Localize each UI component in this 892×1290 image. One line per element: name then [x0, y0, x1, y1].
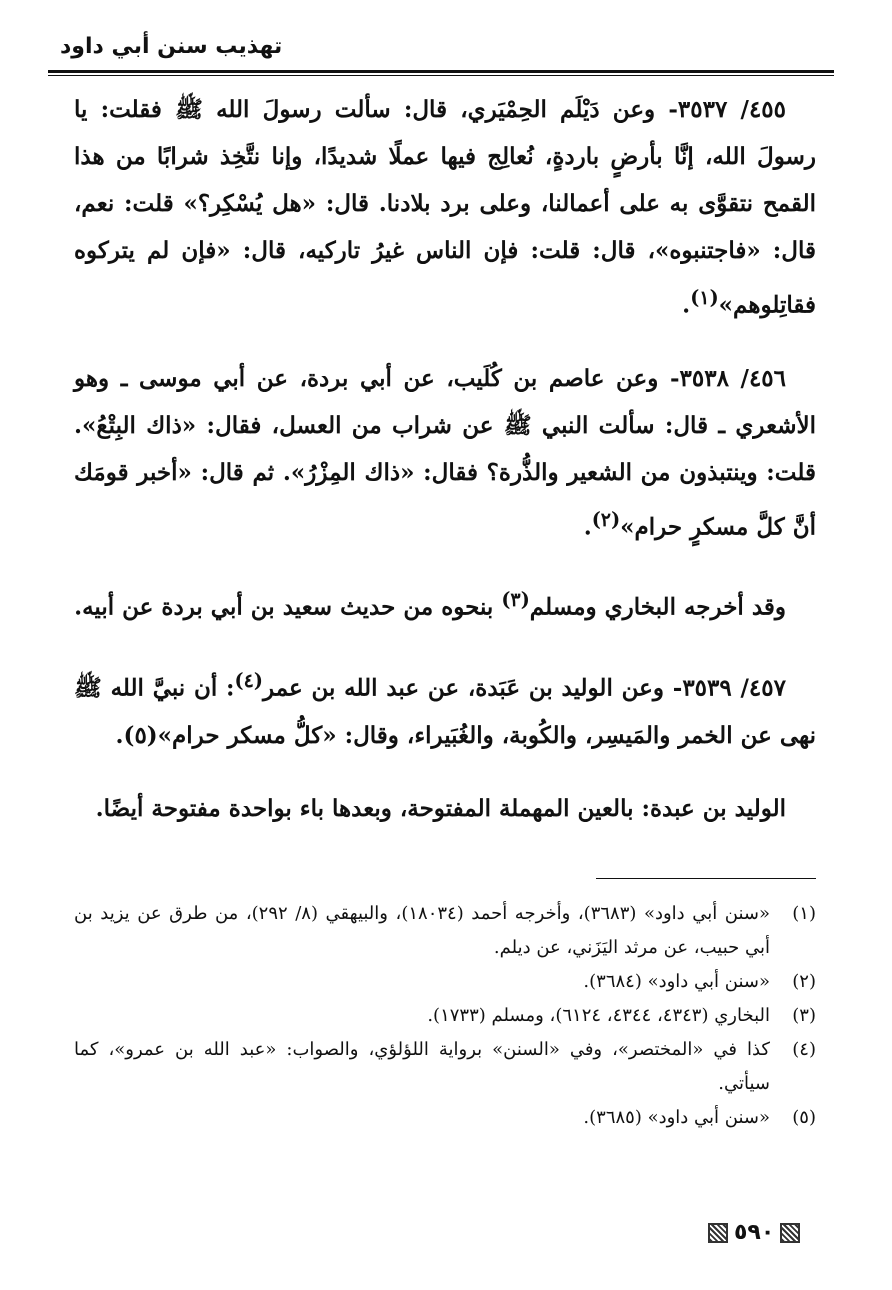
commentary-text: وقد أخرجه البخاري ومسلم — [529, 593, 786, 621]
footnote-text: «سنن أبي داود» (٣٦٨٥). — [583, 1107, 770, 1128]
commentary-text-end: بنحوه من حديث سعيد بن أبي بردة عن أبيه. — [74, 593, 502, 621]
hadith-paragraph — [74, 355, 816, 551]
hadith-text: وعن عاصم بن كُلَيب، عن أبي بردة، عن أبي موسى ـ وهو الأشعري ـ قال: سألت النبي ﷺ عن شراب من العسل، فقال: «ذاك البِتْعُ». قلت: وينتبذون من الشعير والذُّرة؟ فقال: «ذاك المِزْرُ». ثم قال: «أخبر قومَك أنَّ كلَّ مسكرٍ حرام» — [74, 364, 816, 541]
footnote-item — [74, 897, 816, 965]
ornament-icon — [708, 1223, 728, 1243]
footnote-number: (٤) — [792, 1039, 816, 1060]
hadith-text-end: . — [583, 513, 592, 541]
footnote-separator — [596, 878, 816, 879]
commentary-text: الوليد بن عبدة: بالعين المهملة المفتوحة، وبعدها باء بواحدة مفتوحة أيضًا. — [95, 794, 786, 822]
commentary-paragraph — [74, 785, 816, 832]
footnote-number: (١) — [792, 903, 816, 924]
footnote-text: «سنن أبي داود» (٣٦٨٤). — [583, 971, 770, 992]
page-number-text: ٥٩٠ — [734, 1220, 775, 1245]
running-header-title: تهذيب سنن أبي داود — [60, 34, 283, 59]
hadith-text: وعن الوليد بن عَبَدة، عن عبد الله بن عمر — [263, 674, 664, 702]
hadith-text: وعن دَيْلَم الحِمْيَري، قال: سألت رسولَ الله ﷺ فقلت: يا رسولَ الله، إنَّا بأرضٍ باردةٍ، نُعالِج فيها عملًا شديدًا، وإنا نتَّخِذ شرابًا من هذا القمح نتقوَّى به على أعمالنا، وعلى برد بلادنا. قال: «هل يُسْكِر؟» قلت: نعم، قال: «فاجتنبوه»، قال: قلت: فإن الناس غيرُ تاركيه، قال: «فإن لم يتركوه فقاتِلوهم» — [74, 96, 816, 319]
footnote-marker: (٢) — [591, 507, 621, 531]
main-text — [74, 86, 816, 858]
footnote-number: (٢) — [792, 971, 816, 992]
footnote-marker: (٣) — [501, 588, 530, 612]
hadith-text-end: : أن نبيَّ الله ﷺ نهى عن الخمر والمَيسِر، والكُوبة، والغُبَيراء، وقال: «كلُّ مسكر حرام»(٥). — [74, 674, 816, 749]
footnote-text: كذا في «المختصر»، وفي «السنن» برواية اللؤلؤي، والصواب: «عبد الله بن عمرو»، كما سيأتي. — [74, 1039, 770, 1094]
hadith-text-end: . — [682, 291, 691, 319]
hadith-paragraph — [74, 86, 816, 329]
footnote-number: (٣) — [792, 1005, 816, 1026]
page-number — [702, 1220, 806, 1245]
hadith-number: ٤٥٦/ ٣٥٣٨- — [669, 364, 786, 392]
header-rule — [48, 70, 834, 73]
footnote-marker: (٤) — [234, 668, 263, 692]
ornament-icon — [780, 1223, 800, 1243]
footnotes — [74, 897, 816, 1135]
hadith-paragraph — [74, 657, 816, 759]
footnote-item — [74, 999, 816, 1033]
footnote-item — [74, 1033, 816, 1101]
footnote-item — [74, 1101, 816, 1135]
footnote-text: البخاري (٤٣٤٣، ٤٣٤٤، ٦١٢٤)، ومسلم (١٧٣٣). — [427, 1005, 770, 1026]
footnote-marker: (١) — [690, 286, 719, 309]
commentary-paragraph — [74, 576, 816, 631]
footnote-number: (٥) — [792, 1107, 816, 1128]
header-rule-thin — [48, 75, 834, 76]
footnote-text: «سنن أبي داود» (٣٦٨٣)، وأخرجه أحمد (١٨٠٣٤)، والبيهقي (٨/ ٢٩٢)، من طرق عن يزيد بن أبي حبيب، عن مرثد اليَزَني، عن ديلم. — [74, 903, 771, 958]
hadith-number: ٤٥٥/ ٣٥٣٧- — [668, 96, 786, 123]
footnote-item — [74, 965, 816, 999]
hadith-number: ٤٥٧/ ٣٥٣٩- — [672, 674, 786, 702]
